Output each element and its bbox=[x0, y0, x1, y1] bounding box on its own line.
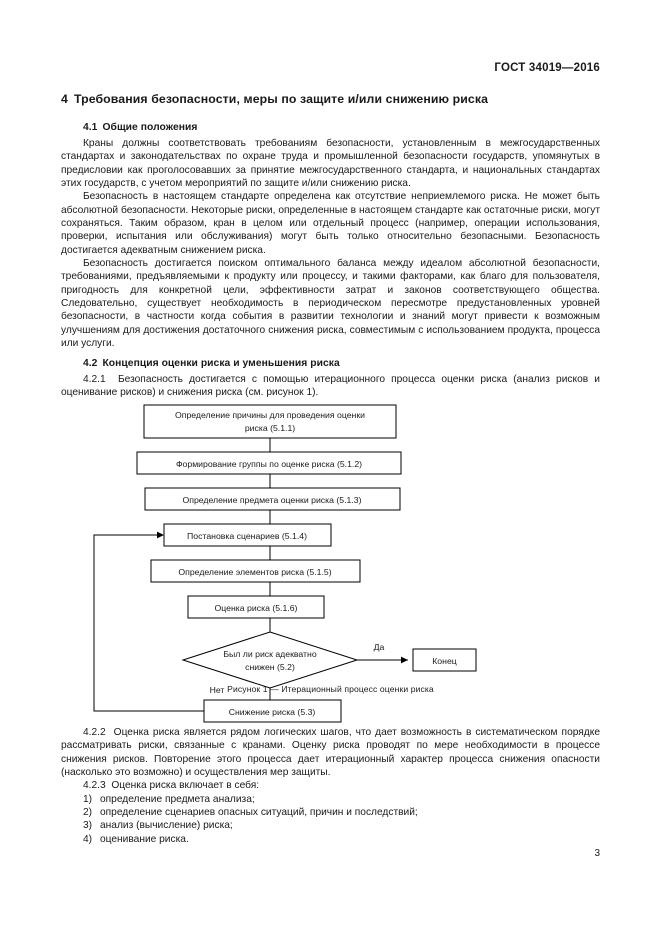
list-item-marker: 1) bbox=[83, 793, 93, 805]
flow-node-risk-reduction[interactable] bbox=[204, 700, 341, 722]
document-body bbox=[61, 92, 600, 399]
list-item bbox=[61, 793, 600, 806]
flow-node-define-reason[interactable] bbox=[144, 405, 396, 438]
flow-node-risk-estimation-label: Оценка риска (5.1.6) bbox=[214, 603, 298, 613]
flow-decision-risk-reduced[interactable] bbox=[183, 632, 357, 688]
list-item-text: оценивание риска. bbox=[100, 833, 189, 845]
flow-decision-risk-reduced-shape bbox=[183, 632, 357, 688]
flow-node-define-elements-label: Определение элементов риска (5.1.5) bbox=[178, 567, 332, 577]
list-item-marker: 3) bbox=[83, 820, 93, 832]
clause-4-2-3 bbox=[61, 779, 600, 792]
flow-node-set-scenarios[interactable] bbox=[164, 524, 331, 546]
list-item bbox=[61, 833, 600, 846]
list-item-text: определение предмета анализа; bbox=[100, 793, 255, 805]
flow-node-form-group-label: Формирование группы по оценке риска (5.1.2) bbox=[175, 459, 363, 469]
edge-label-yes: Да bbox=[373, 642, 385, 652]
flow-node-define-reason-line1: Определение причины для проведения оценки bbox=[174, 410, 366, 420]
subsection-number-4-1: 4.1 bbox=[83, 122, 98, 133]
clause-4-2-1 bbox=[61, 373, 600, 400]
list-item-marker: 2) bbox=[83, 807, 93, 819]
risk-assessment-steps-list bbox=[61, 793, 600, 846]
flow-node-define-subject-label: Определение предмета оценки риска (5.1.3) bbox=[182, 495, 362, 505]
section-title-text: Требования безопасности, меры по защите и/или снижению риска bbox=[73, 92, 489, 106]
flow-node-set-scenarios-label: Постановка сценариев (5.1.4) bbox=[187, 531, 307, 541]
list-item-text: определение сценариев опасных ситуаций, причин и последствий; bbox=[100, 807, 418, 819]
flow-node-risk-estimation[interactable] bbox=[188, 596, 324, 618]
flow-decision-line1: Был ли риск адекватно bbox=[223, 649, 317, 659]
figure-risk-assessment-process bbox=[61, 398, 600, 717]
figure-caption: Рисунок 1 — Итерационный процесс оценки риска bbox=[227, 684, 434, 694]
subsection-title-4-2: Концепция оценки риска и уменьшения риска bbox=[102, 357, 340, 369]
clause-number-4-2-3: 4.2.3 bbox=[83, 780, 106, 792]
edge-label-no: Нет bbox=[209, 685, 225, 695]
arrowhead-yes bbox=[401, 657, 408, 664]
paragraph-4-1-1: Краны должны соответствовать требованиям безопасности, установленным в межгосударственных стандартах и законодательствах по охране труда и промышленной безопасности государств, упомянутых в предисловии как проголосовавших за принятие межгосударственного стандарта, и национальных стандартах этих государств, с учетом мероприятий по защите и/или снижению риска. bbox=[61, 138, 600, 190]
list-item-text: анализ (вычисление) риска; bbox=[100, 820, 233, 832]
clause-number-4-2-1: 4.2.1 bbox=[83, 373, 106, 385]
flow-node-define-subject[interactable] bbox=[145, 488, 400, 510]
list-item-marker: 4) bbox=[83, 833, 93, 845]
list-item bbox=[61, 806, 600, 819]
clause-number-4-2-2: 4.2.2 bbox=[83, 727, 106, 738]
flow-node-end-label: Конец bbox=[432, 656, 457, 666]
flow-node-define-reason-line2: риска (5.1.1) bbox=[244, 423, 296, 433]
flow-node-form-group[interactable] bbox=[137, 452, 401, 474]
paragraph-4-1-2: Безопасность в настоящем стандарте определена как отсутствие неприемлемого риска. Не может быть абсолютной безопасности. Некоторые риски, определенные в настоящем стандарте как остаточные риски, могут сохраняться. Таким образом, кран в целом или отдельный процесс (например, операции использования, проверки, испытания или обслуживания) могут быть только относительно безопасными. Безопасность достигается адекватным снижением риска. bbox=[61, 191, 600, 256]
flow-node-end[interactable] bbox=[413, 649, 476, 671]
flow-decision-line2: снижен (5.2) bbox=[245, 662, 295, 672]
paragraph-4-1-3: Безопасность достигается поиском оптимального баланса между идеалом абсолютной безопасности, требованиями, предъявляемыми к продукту или процессу, и такими факторами, как благо для пользователя, пригодность для конкретной цели, эффективности затрат и законов соответствующего общества. Следовательно, существует необходимость в периодическом пересмотре предустановленных уровней безопасности, в частности когда события в развитии технологии и знаний могут привести к возможным улучшениям для достижения достаточного снижения риска, совместимым с использованием продукта, процесса или услуги. bbox=[61, 258, 600, 350]
list-item bbox=[61, 819, 600, 832]
clause-text-4-2-2: Оценка риска является рядом логических шагов, что дает возможность в систематическом порядке рассматривать риски, связанные с кранами. Оценку риска проводят по мере необходимости в процессе снижения рисков. Повторение этого процесса дает итерационный характер процесса снижения опасности (насколько это возможно) и осуществления мер защиты. bbox=[61, 727, 600, 779]
document-body-lower bbox=[61, 726, 600, 846]
flow-node-risk-reduction-label: Снижение риска (5.3) bbox=[228, 707, 316, 717]
subsection-heading-4-1 bbox=[61, 122, 600, 133]
clause-text-4-2-1: Безопасность достигается с помощью итерационного процесса оценки риска (анализ рисков и оценивание рисков) и снижения риска (см. рисунок 1). bbox=[61, 373, 600, 398]
section-number: 4 bbox=[61, 92, 68, 106]
clause-text-4-2-3: Оценка риска включает в себя: bbox=[111, 780, 260, 792]
running-header: ГОСТ 34019—2016 bbox=[494, 62, 600, 74]
section-heading bbox=[61, 92, 600, 106]
subsection-heading-4-2 bbox=[61, 358, 600, 369]
flow-node-define-elements[interactable] bbox=[151, 560, 360, 582]
arrowhead-loop bbox=[157, 532, 164, 539]
clause-4-2-2 bbox=[61, 726, 600, 779]
page-number: 3 bbox=[594, 848, 600, 859]
subsection-number-4-2: 4.2 bbox=[83, 357, 98, 369]
subsection-title-4-1: Общие положения bbox=[102, 122, 198, 133]
